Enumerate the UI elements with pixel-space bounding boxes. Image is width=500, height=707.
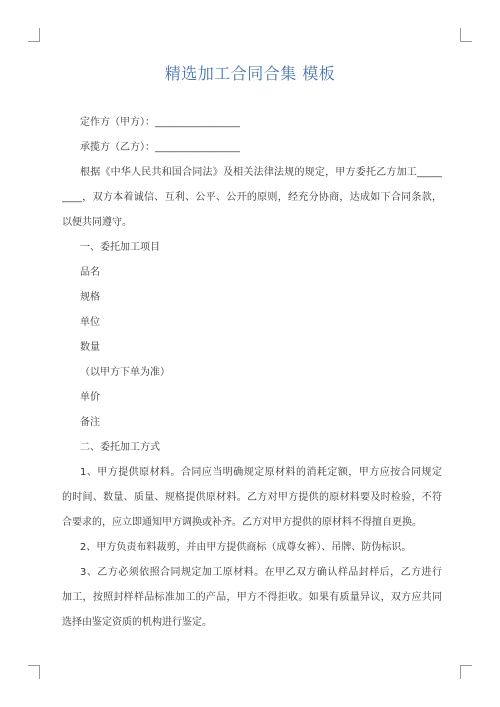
preamble-line: 以便共同遵守。 [62, 217, 132, 228]
party-b-field: 承揽方（乙方）：_________________ [80, 142, 240, 153]
clause-line: 的时间、数量、质量、规格提供原材料。乙方对甲方提供的原材料要及时检验，不符 [62, 492, 442, 503]
item-quantity: 数量 [80, 342, 100, 353]
clause-line: 选择由鉴定资质的机构进行鉴定。 [62, 617, 212, 628]
crop-mark-top-left [28, 28, 40, 42]
clause-line: 2、甲方负责布料裁剪，并由甲方提供商标（成尊女裤）、吊牌、防伪标识。 [80, 542, 412, 553]
clause-line: 3、乙方必须依照合同规定加工原材料。在甲乙双方确认样品封样后，乙方进行 [80, 567, 442, 578]
party-a-field: 定作方（甲方）：_________________ [80, 117, 240, 128]
item-specification: 规格 [80, 292, 100, 303]
item-product-name: 品名 [80, 267, 100, 278]
preamble-line: 根据《中华人民共和国合同法》及相关法律法规的规定，甲方委托乙方加工_____ [80, 167, 442, 178]
item-unit: 单位 [80, 317, 100, 328]
document-title: 精选加工合同合集 模板 [164, 64, 336, 83]
preamble-line: ____，双方本着诚信、互利、公平、公开的原则，经充分协商，达成如下合同条款， [62, 192, 442, 203]
section-1-items [62, 260, 442, 435]
item-remarks: 备注 [80, 417, 100, 428]
section-1-heading: 一、委托加工项目 [80, 242, 160, 253]
crop-mark-top-right [460, 28, 472, 42]
preamble-paragraph [62, 160, 442, 235]
clause-line: 1、甲方提供原材料。合同应当明确规定原材料的消耗定额，甲方应按合同规定 [80, 467, 442, 478]
clause-line: 合要求的，应立即通知甲方调换或补齐。乙方对甲方提供的原材料不得擅自更换。 [62, 517, 422, 528]
clause-line: 加工，按照封样样品标准加工的产品，甲方不得拒收。如果有质量异议，双方应共同 [62, 592, 442, 603]
item-unit-price: 单价 [80, 392, 100, 403]
clause-3-paragraph [62, 560, 442, 635]
crop-mark-bottom-left [28, 665, 40, 679]
section-2-heading: 二、委托加工方式 [80, 442, 160, 453]
item-quantity-note: （以甲方下单为准） [80, 367, 170, 378]
crop-mark-bottom-right [460, 665, 472, 679]
clause-1-paragraph [62, 460, 442, 535]
contract-body [62, 110, 442, 635]
clause-2-paragraph [62, 535, 442, 560]
